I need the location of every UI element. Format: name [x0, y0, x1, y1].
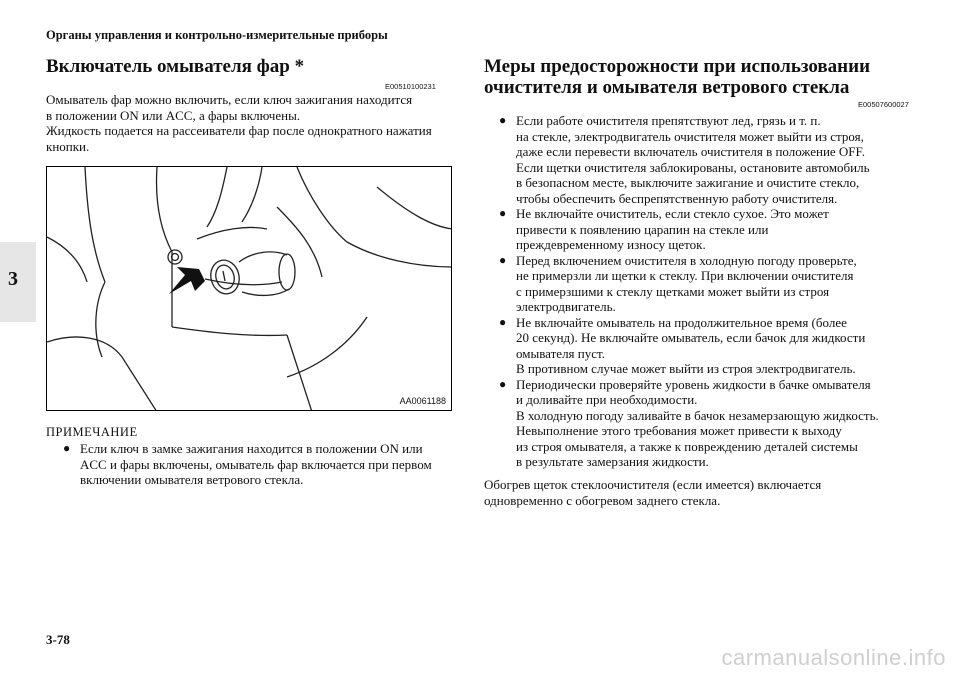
- headlamp-washer-title: Включатель омывателя фар *: [46, 56, 305, 77]
- page-header: Органы управления и контрольно-измерительные приборы: [46, 28, 388, 42]
- left-intro-text: Омыватель фар можно включить, если ключ зажигания находится в положении ON или ACC, а фары включены. Жидкость подается на рассеиватели фар после однократного нажатия кнопки.: [46, 92, 432, 154]
- wiper-heater-note: Обогрев щеток стеклоочистителя (если имеется) включается одновременно с обогревом заднего стекла.: [484, 477, 822, 508]
- note-item: ● Если ключ в замке зажигания находится в положении ON или ACC и фары включены, омыватель фар включается при первом включении омывателя ветрового стекла.: [63, 441, 432, 487]
- bullet-icon: ●: [499, 206, 507, 220]
- watermark: carmanualsonline.info: [721, 645, 946, 670]
- bullet-icon: ●: [63, 441, 71, 455]
- press-arrow-icon: [169, 267, 205, 294]
- bullet-icon: ●: [499, 252, 507, 267]
- wiper-precautions-title: Меры предосторожности при использовании очистителя и омывателя ветрового стекла: [484, 56, 871, 98]
- left-section-code: E00510100231: [385, 82, 436, 91]
- precautions-list: [499, 113, 916, 470]
- list-item: ● Если работе очистителя препятствуют лед, грязь и т. п. на стекле, электродвигатель очистителя может выйти из строя, даже если перевести включатель очистителя в положение OFF. Если щетки очистителя заблокированы, остановите автомобиль в безопасном месте, выключите зажигание и очистите стекло, чтобы обеспечить беспрепятственную работу очистителя.: [499, 113, 870, 206]
- switch-illustration: [46, 166, 452, 411]
- note-list: [63, 441, 455, 488]
- page-number: 3-78: [46, 632, 70, 647]
- chapter-tab: [0, 242, 36, 322]
- bullet-icon: ●: [499, 376, 507, 391]
- bullet-icon: ●: [499, 314, 507, 329]
- list-item: ● Перед включением очистителя в холодную погоду проверьте, не примерзли ли щетки к стеклу. При включении очистителя с примерзшими к стеклу щетками может выйти из строя электродвигатель.: [499, 252, 857, 314]
- dashboard-switch-drawing: [47, 167, 452, 411]
- list-item: ● Не включайте очиститель, если стекло сухое. Это может привести к появлению царапин на стекле или преждевременному износу щеток.: [499, 206, 829, 252]
- chapter-number: 3: [8, 268, 18, 290]
- bullet-icon: ●: [499, 113, 507, 127]
- right-section-code: E00507600027: [858, 100, 909, 109]
- list-item: ● Не включайте омыватель на продолжительное время (более 20 секунд). Не включайте омыватель, если бачок для жидкости омывателя пуст. В противном случае может выйти из строя электродвигатель.: [499, 314, 866, 376]
- list-item: ● Периодически проверяйте уровень жидкости в бачке омывателя и доливайте при необходимости. В холодную погоду заливайте в бачок незамерзающую жидкость. Невыполнение этого требования может привести к выходу из строя омывателя, а также к повреждению деталей системы в результате замерзания жидкости.: [499, 376, 879, 469]
- note-heading: ПРИМЕЧАНИЕ: [46, 425, 138, 439]
- figure-label: AA0061188: [399, 396, 446, 406]
